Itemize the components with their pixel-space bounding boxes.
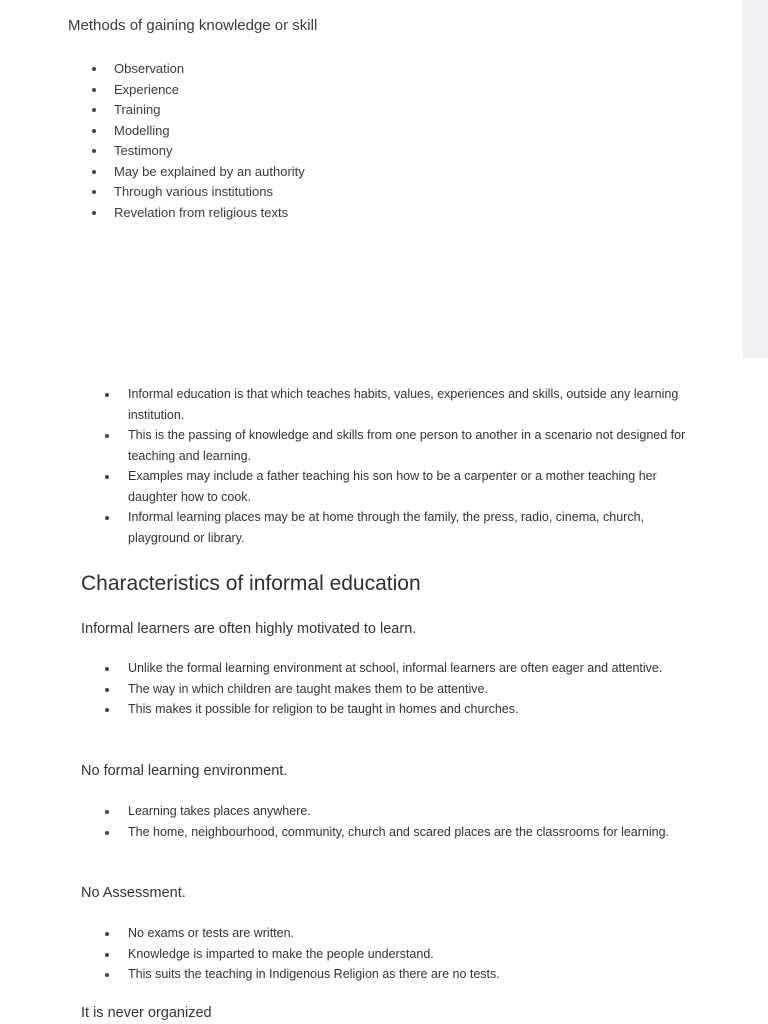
characteristics-title: Characteristics of informal education bbox=[81, 572, 421, 595]
list-item: Informal learning places may be at home through the family, the press, radio, cinema, church, playground or library. bbox=[103, 507, 688, 548]
section-heading: No Assessment. bbox=[81, 885, 186, 901]
section-heading: No formal learning environment. bbox=[81, 763, 288, 779]
environment-list bbox=[103, 801, 688, 842]
list-item: This makes it possible for religion to be taught in homes and churches. bbox=[103, 699, 688, 720]
list-item: Examples may include a father teaching his son how to be a carpenter or a mother teaching her daughter how to cook. bbox=[103, 466, 688, 507]
section-heading: It is never organized bbox=[81, 1005, 212, 1021]
list-item: This suits the teaching in Indigenous Religion as there are no tests. bbox=[103, 964, 688, 985]
list-item: Testimony bbox=[90, 141, 305, 162]
motivation-list bbox=[103, 658, 688, 720]
list-item: Observation bbox=[90, 59, 305, 80]
list-item: Experience bbox=[90, 80, 305, 101]
list-item: Modelling bbox=[90, 121, 305, 142]
list-item: Learning takes places anywhere. bbox=[103, 801, 688, 822]
list-item: The way in which children are taught makes them to be attentive. bbox=[103, 679, 688, 700]
section-heading: Informal learners are often highly motivated to learn. bbox=[81, 621, 417, 637]
methods-list bbox=[90, 59, 305, 223]
list-item: Revelation from religious texts bbox=[90, 203, 305, 224]
list-item: May be explained by an authority bbox=[90, 162, 305, 183]
list-item: No exams or tests are written. bbox=[103, 923, 688, 944]
methods-heading: Methods of gaining knowledge or skill bbox=[68, 17, 318, 34]
list-item: This is the passing of knowledge and skills from one person to another in a scenario not designed for teaching and learning. bbox=[103, 425, 688, 466]
list-item: Knowledge is imparted to make the people understand. bbox=[103, 944, 688, 965]
right-margin-strip bbox=[743, 0, 768, 358]
assessment-list bbox=[103, 923, 688, 985]
list-item: Through various institutions bbox=[90, 182, 305, 203]
list-item: Unlike the formal learning environment at school, informal learners are often eager and attentive. bbox=[103, 658, 688, 679]
list-item: The home, neighbourhood, community, church and scared places are the classrooms for learning. bbox=[103, 822, 688, 843]
list-item: Informal education is that which teaches habits, values, experiences and skills, outside any learning institution. bbox=[103, 384, 688, 425]
informal-education-list bbox=[103, 384, 688, 548]
list-item: Training bbox=[90, 100, 305, 121]
